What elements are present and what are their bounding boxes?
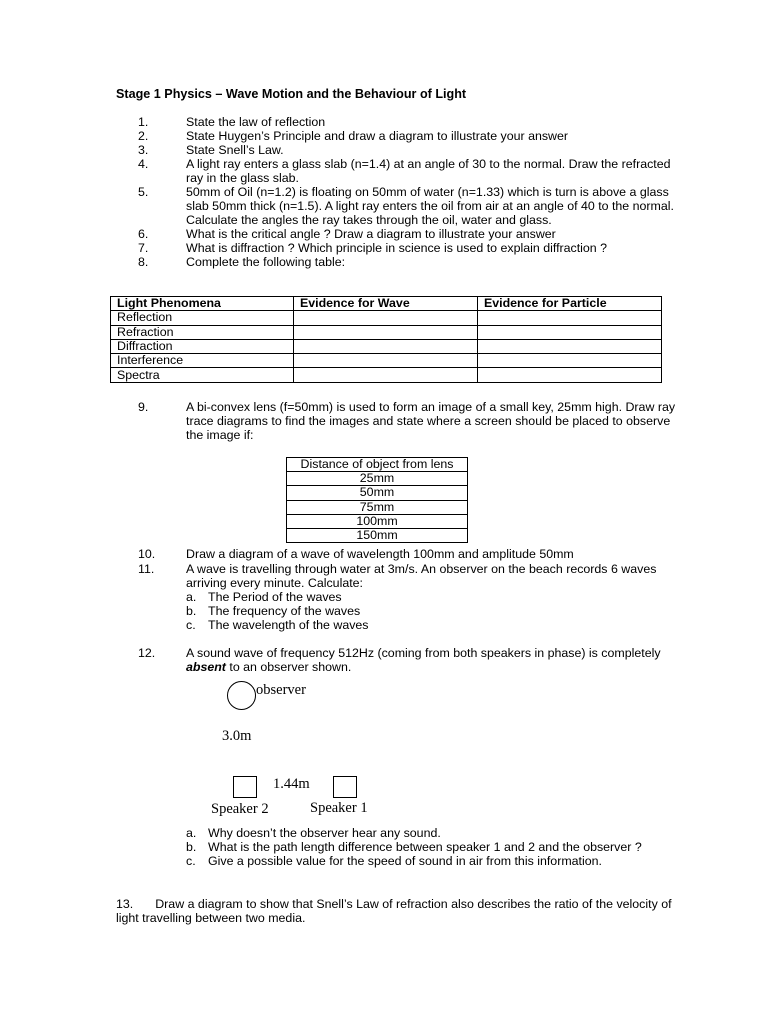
sub-question-c xyxy=(116,618,676,632)
question-12 xyxy=(116,646,676,674)
question-7 xyxy=(116,241,676,255)
speaker-2-box xyxy=(233,776,257,798)
question-1 xyxy=(116,115,676,129)
speaker-2-label: Speaker 2 xyxy=(211,801,269,817)
table-row xyxy=(287,486,468,500)
question-13 xyxy=(116,897,676,925)
table-row xyxy=(287,514,468,528)
speaker-gap-label: 1.44m xyxy=(273,776,310,792)
table-row xyxy=(111,368,662,382)
distance-cell: 50mm xyxy=(287,486,468,500)
question-number: 10. xyxy=(138,547,156,561)
phenomena-cell: Spectra xyxy=(111,368,294,382)
particle-evidence-cell xyxy=(478,325,662,339)
table-row xyxy=(287,472,468,486)
table-header-row xyxy=(111,297,662,311)
question-text: State the law of reflection xyxy=(186,115,326,129)
question-4 xyxy=(116,157,676,185)
phenomena-cell: Interference xyxy=(111,354,294,368)
distance-cell: 75mm xyxy=(287,500,468,514)
question-10 xyxy=(116,547,676,561)
sub-question-b xyxy=(116,840,676,854)
sub-question-text: Why doesn’t the observer hear any sound. xyxy=(208,826,441,840)
wave-evidence-cell xyxy=(294,368,478,382)
distance-cell: 150mm xyxy=(287,528,468,542)
speaker-1-box xyxy=(333,776,357,798)
question-number: 12. xyxy=(138,646,156,660)
question-number: 2. xyxy=(138,129,149,143)
table-row xyxy=(111,354,662,368)
question-text: Complete the following table: xyxy=(186,255,346,269)
question-3 xyxy=(116,143,676,157)
question-text: What is diffraction ? Which principle in science is used to explain diffraction ? xyxy=(186,241,608,255)
wave-evidence-cell xyxy=(294,325,478,339)
question-number: 9. xyxy=(138,400,149,414)
question-number: 5. xyxy=(138,185,149,199)
emphasis-text: absent xyxy=(186,660,226,674)
question-text: Draw a diagram of a wave of wavelength 100mm and amplitude 50mm xyxy=(186,547,574,561)
sub-question-letter: c. xyxy=(186,854,196,868)
question-text: State Huygen’s Principle and draw a diagram to illustrate your answer xyxy=(186,129,569,143)
column-header: Evidence for Particle xyxy=(478,297,662,311)
table-row xyxy=(287,500,468,514)
distance-label: 3.0m xyxy=(222,728,252,744)
distance-cell: 100mm xyxy=(287,514,468,528)
question-8 xyxy=(116,255,676,269)
question-number: 11. xyxy=(138,562,155,576)
sub-question-text: Give a possible value for the speed of sound in air from this information. xyxy=(208,854,602,868)
distance-cell: 25mm xyxy=(287,472,468,486)
table-row xyxy=(111,339,662,353)
particle-evidence-cell xyxy=(478,354,662,368)
phenomena-cell: Refraction xyxy=(111,325,294,339)
question-11 xyxy=(116,562,676,632)
speaker-1-label: Speaker 1 xyxy=(310,800,368,816)
particle-evidence-cell xyxy=(478,368,662,382)
observer-circle xyxy=(227,681,256,710)
table-row xyxy=(287,528,468,542)
sub-question-letter: b. xyxy=(186,840,197,854)
question-text: A sound wave of frequency 512Hz (coming from both speakers in phase) is completely absent to an observer shown. xyxy=(186,646,661,674)
question-text: Draw a diagram to show that Snell’s Law of refraction also describes the ratio of the velocity of light travelling between two media. xyxy=(116,897,672,925)
question-text: A light ray enters a glass slab (n=1.4) at an angle of 30 to the normal. Draw the refracted ray in the glass slab. xyxy=(186,157,671,185)
question-text: A wave is travelling through water at 3m/s. An observer on the beach records 6 waves arriving every minute. Calculate: xyxy=(186,562,657,590)
question-number: 4. xyxy=(138,157,149,171)
question-9 xyxy=(116,400,676,442)
sub-question-text: What is the path length difference between speaker 1 and 2 and the observer ? xyxy=(208,840,642,854)
sub-question-text: The wavelength of the waves xyxy=(208,618,369,632)
question-text: 50mm of Oil (n=1.2) is floating on 50mm of water (n=1.33) which is turn is above a glass slab 50mm thick (n=1.5). A light ray enters the oil from air at an angle of 40 to the normal. Calculate the angles the ray takes through the oil, water and glass. xyxy=(186,185,674,227)
question-number: 6. xyxy=(138,227,149,241)
question-2 xyxy=(116,129,676,143)
particle-evidence-cell xyxy=(478,339,662,353)
sub-question-text: The Period of the waves xyxy=(208,590,342,604)
phenomena-table xyxy=(110,296,662,383)
wave-evidence-cell xyxy=(294,339,478,353)
observer-label: observer xyxy=(256,682,306,698)
table-row xyxy=(111,325,662,339)
sub-question-b xyxy=(116,604,676,618)
question-number: 1. xyxy=(138,115,149,129)
worksheet-title: Stage 1 Physics – Wave Motion and the Behaviour of Light xyxy=(116,87,467,101)
phenomena-cell: Reflection xyxy=(111,311,294,325)
question-text: State Snell’s Law. xyxy=(186,143,284,157)
sub-question-a xyxy=(116,826,676,840)
question-text: What is the critical angle ? Draw a diagram to illustrate your answer xyxy=(186,227,556,241)
sub-question-text: The frequency of the waves xyxy=(208,604,361,618)
question-5 xyxy=(116,185,676,227)
question-number: 3. xyxy=(138,143,149,157)
particle-evidence-cell xyxy=(478,311,662,325)
phenomena-cell: Diffraction xyxy=(111,339,294,353)
question-6 xyxy=(116,227,676,241)
sub-question-c xyxy=(116,854,676,868)
sub-question-a xyxy=(116,590,676,604)
question-text: A bi-convex lens (f=50mm) is used to form an image of a small key, 25mm high. Draw ray trace diagrams to find the images and state where a screen should be placed to observe the image if: xyxy=(186,400,676,442)
sub-question-letter: a. xyxy=(186,826,197,840)
wave-evidence-cell xyxy=(294,311,478,325)
column-header: Light Phenomena xyxy=(111,297,294,311)
sub-question-letter: c. xyxy=(186,618,196,632)
question-number: 13. xyxy=(116,897,134,911)
wave-evidence-cell xyxy=(294,354,478,368)
column-header: Distance of object from lens xyxy=(287,458,468,472)
sub-question-letter: a. xyxy=(186,590,197,604)
questions-1-8 xyxy=(116,115,676,269)
column-header: Evidence for Wave xyxy=(294,297,478,311)
question-number: 7. xyxy=(138,241,149,255)
distance-table xyxy=(286,457,468,543)
question-12-parts xyxy=(116,826,676,868)
question-number: 8. xyxy=(138,255,149,269)
table-row xyxy=(111,311,662,325)
table-header-row xyxy=(287,458,468,472)
sub-question-letter: b. xyxy=(186,604,197,618)
